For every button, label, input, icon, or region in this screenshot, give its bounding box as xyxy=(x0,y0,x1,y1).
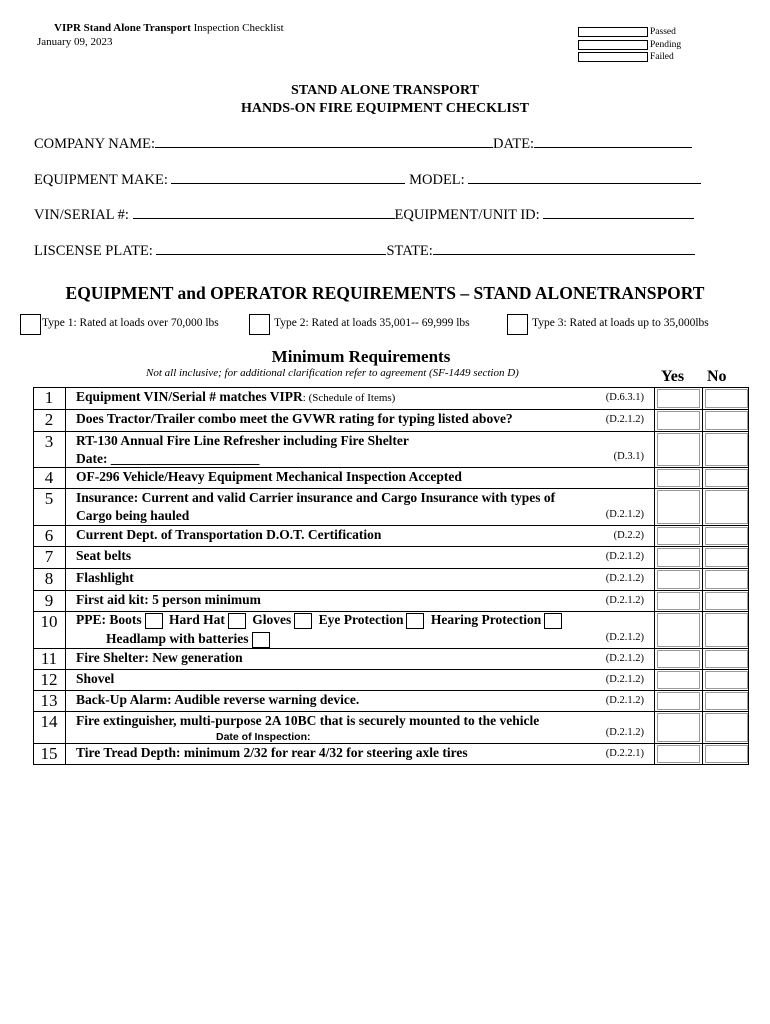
company-input[interactable] xyxy=(155,135,493,148)
row-text xyxy=(76,570,134,586)
yes-answer-box[interactable] xyxy=(657,469,700,487)
company-field-row xyxy=(34,135,692,153)
no-answer-box[interactable] xyxy=(705,671,748,689)
yes-answer-box[interactable] xyxy=(657,650,700,668)
row-divider xyxy=(33,488,749,489)
make-label: EQUIPMENT MAKE: xyxy=(34,172,168,188)
type2-checkbox[interactable] xyxy=(249,314,270,335)
row-number: 3 xyxy=(44,432,54,451)
row-text xyxy=(76,548,131,564)
row-reference: (D.2.1.2) xyxy=(605,674,644,685)
row-number: 6 xyxy=(44,526,54,545)
row-reference: (D.2.2) xyxy=(613,530,644,541)
row-reference: (D.2.1.2) xyxy=(605,632,644,643)
plate-label: LISCENSE PLATE: xyxy=(34,243,153,259)
page-title-line2: HANDS-ON FIRE EQUIPMENT CHECKLIST xyxy=(241,101,529,116)
ppe-checkbox[interactable] xyxy=(294,613,312,629)
row-reference: (D.2.2.1) xyxy=(605,748,644,759)
row-text-main: Tire Tread Depth: minimum 2/32 for rear 4/32 for steering axle tires xyxy=(76,745,468,760)
inspection-date-label: Date of Inspection: xyxy=(216,731,311,743)
yes-answer-box[interactable] xyxy=(657,433,700,466)
model-input[interactable] xyxy=(468,171,701,184)
no-answer-box[interactable] xyxy=(705,389,748,408)
row-text-main: Flashlight xyxy=(76,570,134,585)
no-answer-box[interactable] xyxy=(705,692,748,710)
vin-label: VIN/SERIAL #: xyxy=(34,207,129,223)
row-divider xyxy=(33,525,749,526)
row-divider xyxy=(33,711,749,712)
header-title-bold: VIPR Stand Alone Transport xyxy=(54,22,191,34)
no-answer-box[interactable] xyxy=(705,548,748,567)
status-pending-label: Pending xyxy=(650,40,682,50)
row-reference: (D.2.1.2) xyxy=(605,727,644,738)
ppe-checkbox[interactable] xyxy=(145,613,163,629)
vin-field-row xyxy=(34,206,694,224)
no-answer-box[interactable] xyxy=(705,713,748,742)
row-reference: (D.2.1.2) xyxy=(605,509,644,520)
yes-answer-box[interactable] xyxy=(657,745,700,763)
row-text-line2: Cargo being hauled xyxy=(76,508,190,523)
yes-answer-box[interactable] xyxy=(657,527,700,545)
row-number: 10 xyxy=(40,612,58,631)
row-text xyxy=(76,411,513,427)
row-number: 9 xyxy=(44,591,54,610)
header-title-rest: Inspection Checklist xyxy=(190,22,284,34)
row-text xyxy=(76,527,381,543)
type2-label: Type 2: Rated at loads 35,001-- 69,999 lbs xyxy=(274,317,470,329)
ppe-checkbox[interactable] xyxy=(406,613,424,629)
row-text xyxy=(76,433,409,449)
row-text-sub: : (Schedule of Items) xyxy=(302,392,396,404)
min-req-note: Not all inclusive; for additional clarification refer to agreement (SF-1449 section D) xyxy=(146,367,519,379)
date-label: DATE: xyxy=(493,136,535,152)
status-failed-box[interactable] xyxy=(578,52,648,62)
row-text-main: Equipment VIN/Serial # matches VIPR xyxy=(76,389,303,404)
row-text-main: Fire Shelter: New generation xyxy=(76,650,243,665)
yes-answer-box[interactable] xyxy=(657,592,700,610)
ppe-label: Hearing Protection xyxy=(430,612,542,627)
ppe-checkbox[interactable] xyxy=(228,613,246,629)
plate-input[interactable] xyxy=(156,242,386,255)
row-reference: (D.6.3.1) xyxy=(605,392,644,403)
ppe-line xyxy=(76,612,565,629)
state-label: STATE: xyxy=(386,243,433,259)
row-text xyxy=(76,713,539,729)
yes-answer-box[interactable] xyxy=(657,548,700,567)
row-reference: (D.2.1.2) xyxy=(605,695,644,706)
row-divider xyxy=(33,546,749,547)
min-req-title: Minimum Requirements xyxy=(271,347,451,366)
yes-answer-box[interactable] xyxy=(657,490,700,524)
row-number: 13 xyxy=(40,691,58,710)
row-text-main: Back-Up Alarm: Audible reverse warning device. xyxy=(76,692,360,707)
row-divider xyxy=(33,568,749,569)
yes-answer-box[interactable] xyxy=(657,389,700,408)
status-passed-label: Passed xyxy=(650,27,676,37)
ppe-label: Gloves xyxy=(252,612,292,627)
row-number: 8 xyxy=(44,569,54,588)
row-number: 14 xyxy=(40,712,58,731)
row-divider xyxy=(33,467,749,468)
ppe-checkbox[interactable] xyxy=(544,613,562,629)
ppe-label: Eye Protection xyxy=(318,612,404,627)
yes-answer-box[interactable] xyxy=(657,411,700,430)
row-reference: (D.2.1.2) xyxy=(605,573,644,584)
document-date: January 09, 2023 xyxy=(37,36,113,48)
no-answer-box[interactable] xyxy=(705,469,748,487)
row-number: 12 xyxy=(40,670,58,689)
row-text-main: RT-130 Annual Fire Line Refresher including Fire Shelter xyxy=(76,433,409,448)
row-number: 11 xyxy=(40,649,58,668)
no-answer-box[interactable] xyxy=(705,613,748,647)
row-reference: (D.2.1.2) xyxy=(605,551,644,562)
row-text-main: Current Dept. of Transportation D.O.T. Certification xyxy=(76,527,382,542)
row-text-main: Fire extinguisher, multi-purpose 2A 10BC that is securely mounted to the vehicle xyxy=(76,713,540,728)
yes-answer-box[interactable] xyxy=(657,570,700,589)
yes-answer-box[interactable] xyxy=(657,671,700,689)
row-divider xyxy=(33,690,749,691)
yes-answer-box[interactable] xyxy=(657,692,700,710)
type3-checkbox[interactable] xyxy=(507,314,528,335)
row-divider xyxy=(33,669,749,670)
no-answer-box[interactable] xyxy=(705,433,748,466)
yes-answer-box[interactable] xyxy=(657,713,700,742)
vin-input[interactable] xyxy=(133,206,395,219)
row-reference: (D.3.1) xyxy=(613,451,644,462)
row-divider xyxy=(33,743,749,744)
no-answer-box[interactable] xyxy=(705,411,748,430)
no-answer-box[interactable] xyxy=(705,570,748,589)
state-input[interactable] xyxy=(433,242,695,255)
no-answer-box[interactable] xyxy=(705,745,748,763)
yes-header: Yes xyxy=(661,368,685,385)
row-text-main: Shovel xyxy=(76,671,115,686)
document-header-title xyxy=(54,22,284,34)
row-text xyxy=(76,671,114,687)
row-text-main: Does Tractor/Trailer combo meet the GVWR rating for typing listed above? xyxy=(76,411,513,426)
row-text-line2: Date: ______________________ xyxy=(76,451,260,466)
no-header: No xyxy=(707,368,727,385)
row-reference: (D.2.1.2) xyxy=(605,414,644,425)
row-number: 5 xyxy=(44,489,54,508)
row-text-main: Seat belts xyxy=(76,548,132,563)
make-field-row xyxy=(34,171,701,189)
row-number: 4 xyxy=(44,468,54,487)
no-answer-box[interactable] xyxy=(705,527,748,545)
plate-field-row xyxy=(34,242,695,260)
row-number: 2 xyxy=(44,410,54,429)
row-text xyxy=(76,745,468,761)
unit-input[interactable] xyxy=(543,206,694,219)
row-reference: (D.2.1.2) xyxy=(605,595,644,606)
no-answer-box[interactable] xyxy=(705,490,748,524)
page-title-line1: STAND ALONE TRANSPORT xyxy=(290,83,480,98)
section-title: EQUIPMENT and OPERATOR REQUIREMENTS – STAND ALONETRANSPORT xyxy=(65,283,705,303)
row-number: 1 xyxy=(44,388,54,407)
row-number: 7 xyxy=(44,547,54,566)
type1-checkbox[interactable] xyxy=(20,314,41,335)
status-failed[interactable] xyxy=(578,52,674,62)
row-text xyxy=(76,692,359,708)
status-pending[interactable] xyxy=(578,40,681,50)
company-label: COMPANY NAME: xyxy=(34,136,155,152)
row-number: 15 xyxy=(40,744,58,763)
row-text xyxy=(76,490,555,506)
ppe-label: PPE: Boots xyxy=(76,612,142,627)
row-text-main: Insurance: Current and valid Carrier insurance and Cargo Insurance with types of xyxy=(76,490,556,505)
row-text-main: First aid kit: 5 person minimum xyxy=(76,592,261,607)
status-failed-label: Failed xyxy=(650,52,674,62)
row-divider xyxy=(33,431,749,432)
yes-answer-box[interactable] xyxy=(657,613,700,647)
row-divider xyxy=(33,648,749,649)
status-passed[interactable] xyxy=(578,27,676,37)
type1-label: Type 1: Rated at loads over 70,000 lbs xyxy=(42,317,219,329)
row-text-main: OF-296 Vehicle/Heavy Equipment Mechanical Inspection Accepted xyxy=(76,469,462,484)
date-input[interactable] xyxy=(534,135,692,148)
row-text xyxy=(76,469,462,485)
ppe-label: Hard Hat xyxy=(169,612,225,627)
no-answer-box[interactable] xyxy=(705,592,748,610)
model-label: MODEL: xyxy=(409,172,465,188)
type3-label: Type 3: Rated at loads up to 35,000lbs xyxy=(532,317,709,329)
row-reference: (D.2.1.2) xyxy=(605,653,644,664)
row-divider xyxy=(33,409,749,410)
status-passed-box[interactable] xyxy=(578,27,648,37)
unit-label: EQUIPMENT/UNIT ID: xyxy=(394,207,540,223)
row-text xyxy=(76,389,395,405)
headlamp-checkbox[interactable] xyxy=(252,632,270,648)
make-input[interactable] xyxy=(171,171,405,184)
row-text xyxy=(76,592,261,608)
row-divider xyxy=(33,590,749,591)
no-answer-box[interactable] xyxy=(705,650,748,668)
row-text xyxy=(76,650,243,666)
status-pending-box[interactable] xyxy=(578,40,648,50)
row-text-line2: Headlamp with batteries xyxy=(106,631,273,648)
